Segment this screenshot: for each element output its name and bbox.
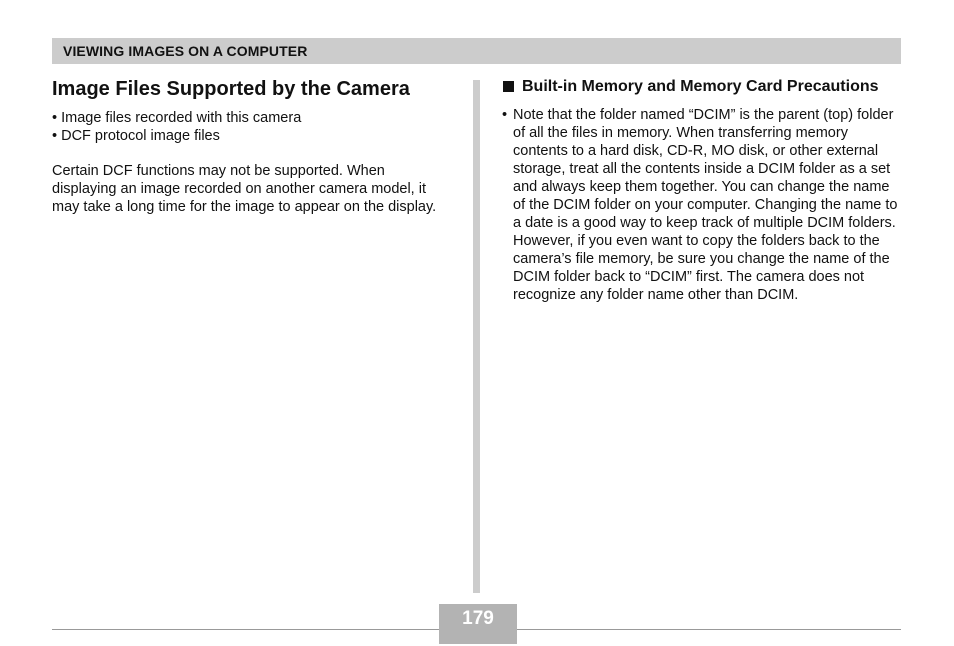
section-header-bar <box>52 38 901 64</box>
dcf-note-paragraph: Certain DCF functions may not be supported. When displaying an image recorded on another camera model, it may take a long time for the image to appear on the display. <box>52 163 437 215</box>
section-header-title: VIEWING IMAGES ON A COMPUTER <box>63 43 308 59</box>
precautions-title <box>502 76 902 97</box>
column-divider <box>473 80 480 593</box>
supported-files-title: Image Files Supported by the Camera <box>52 78 410 100</box>
precautions-title-text: Built-in Memory and Memory Card Precautions <box>522 78 879 95</box>
page-number-box <box>439 604 517 644</box>
dcim-folder-note-text: Note that the folder named “DCIM” is the parent (top) folder of all the files in memory. When transferring memory contents to a hard disk, CD-R, MO disk, or other external storage, treat all the contents inside a DCIM folder as a set and always keep them together. You can change the name of the DCIM folder on your computer. Changing the name to a date is a good way to keep track of multiple DCIM folders. However, if you even want to copy the folders back to the camera’s file memory, be sure you change the name of the DCIM folder back to “DCIM” first. The camera does not recognize any folder name other than DCIM. <box>513 107 898 303</box>
right-column <box>502 76 902 304</box>
black-square-icon <box>503 81 514 92</box>
dcim-folder-note <box>502 106 902 304</box>
list-item: • Image files recorded with this camera <box>52 110 302 126</box>
bullet-icon: • <box>502 107 508 123</box>
list-item: • DCF protocol image files <box>52 128 220 144</box>
supported-files-list <box>52 109 452 145</box>
left-column <box>52 76 452 216</box>
page-number: 179 <box>462 608 494 629</box>
